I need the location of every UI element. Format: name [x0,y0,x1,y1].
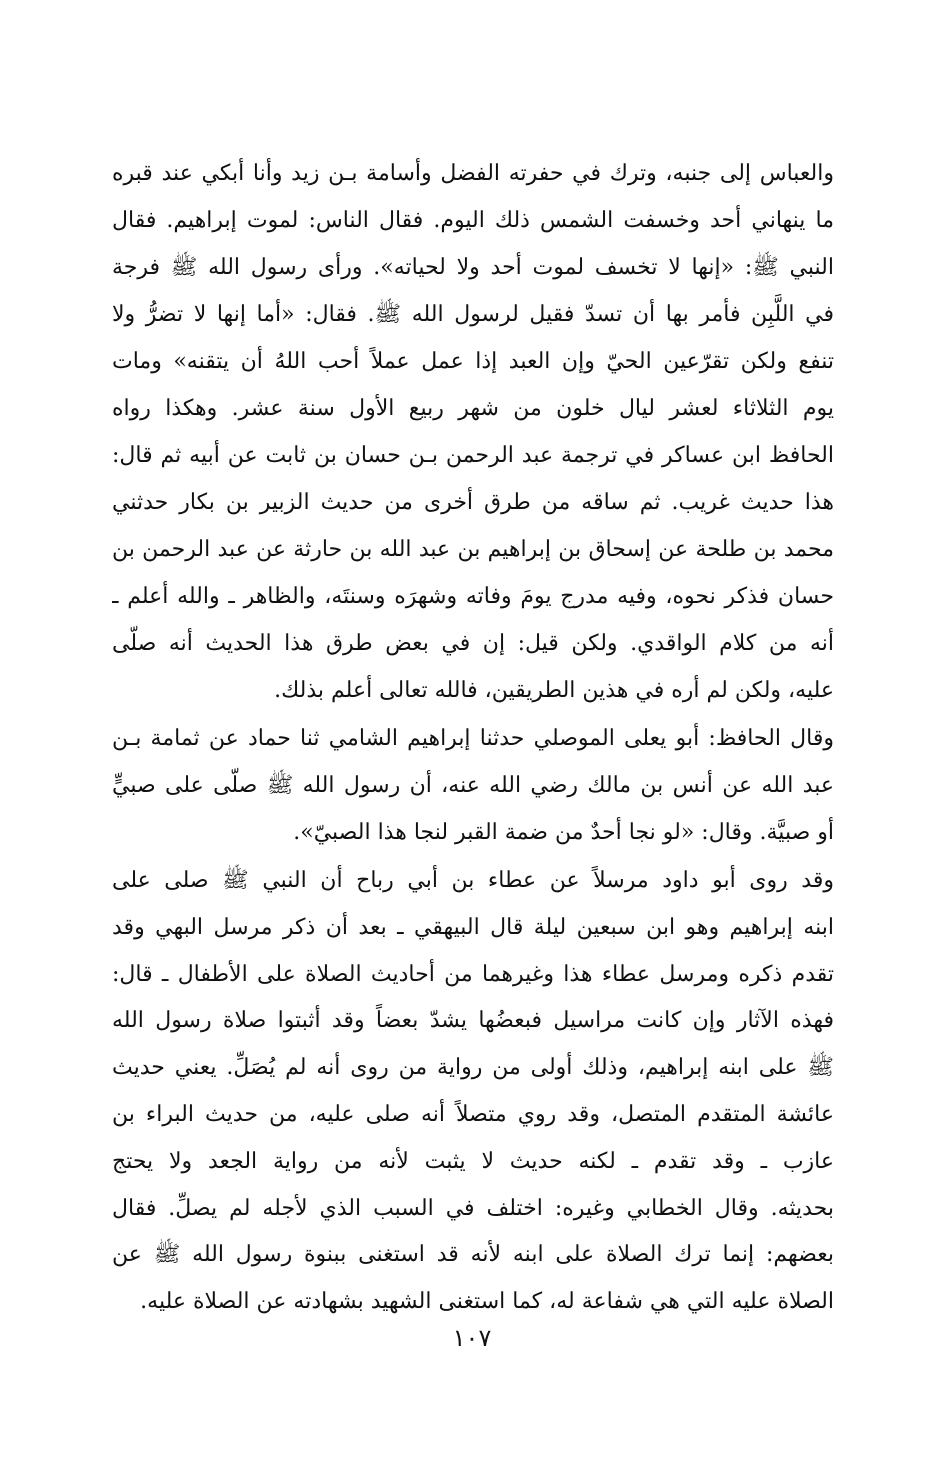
text-line: وقد روى أبو داود مرسلاً عن عطاء بن أبي رباح أن النبي ﷺ صلى على [112,868,834,893]
text-line: بحديثه. وقال الخطابي وغيره: اختلف في السبب الذي لأجله لم يصلِّ. فقال [112,1195,834,1221]
paragraph-1 [112,150,834,714]
text-line: أو صبيَّة. وقال: «لو نجا أحدٌ من ضمة القبر لنجا هذا الصبيّ». [293,819,834,845]
text-line: وقال الحافظ: أبو يعلى الموصلي حدثنا إبراهيم الشامي ثنا حماد عن ثمامة بـن [112,726,834,751]
text-line: ﷺ على ابنه إبراهيم، وذلك أولى من رواية من روى أنه لم يُصَلِّ. يعني حديث [112,1055,834,1081]
text-line: تقدم ذكره ومرسل عطاء هذا وغيرهما من أحاديث الصلاة على الأطفال ـ قال: [112,961,834,987]
text-line: ابنه إبراهيم وهو ابن سبعين ليلة قال البيهقي ـ بعد أن ذكر مرسل البهي وقد [112,914,834,940]
text-line: الصلاة عليه التي هي شفاعة له، كما استغنى الشهيد بشهادته عن الصلاة عليه. [140,1289,834,1315]
page-number: ١٠٧ [452,1324,492,1352]
text-line: حسان فذكر نحوه، وفيه مدرج يومَ وفاته وشهرَه وسنتَه، والظاهر ـ والله أعلم ـ [112,584,834,609]
text-line: الحافظ ابن عساكر في ترجمة عبد الرحمن بـن حسان بن ثابت عن أبيه ثم قال: [112,443,834,468]
text-line: فهذه الآثار وإن كانت مراسيل فبعضُها يشدّ بعضاً وقد أثبتوا صلاة رسول الله [112,1008,834,1034]
text-line: أنه من كلام الواقدي. ولكن قيل: إن في بعض طرق هذا الحديث أنه صلّى [112,631,834,656]
text-line: عبد الله عن أنس بن مالك رضي الله عنه، أن رسول الله ﷺ صلّى على صبيٍّ [112,772,834,798]
paragraph-2 [112,716,834,856]
text-line: عازب ـ وقد تقدم ـ لكنه حديث لا يثبت لأنه من رواية الجعد ولا يحتج [112,1148,834,1174]
text-line: محمد بن طلحة عن إسحاق بن إبراهيم بن عبد الله بن حارثة عن عبد الرحمن بن [112,537,834,562]
text-line: يوم الثلاثاء لعشر ليال خلون من شهر ربيع الأول سنة عشر. وهكذا رواه [112,396,834,421]
text-line: عائشة المتقدم المتصل، وقد روي متصلاً أنه صلى عليه، من حديث البراء بن [112,1101,834,1127]
text-line: ما ينهاني أحد وخسفت الشمس ذلك اليوم. فقال الناس: لموت إبراهيم. فقال [112,208,834,233]
text-line: والعباس إلى جنبه، وترك في حفرته الفضل وأسامة بـن زيد وأنا أبكي عند قبره [112,161,834,186]
text-line: في اللَّبِن فأمر بها أن تسدّ فقيل لرسول الله ﷺ. فقال: «أما إنها لا تضرُّ ولا [112,302,834,327]
text-line: تنفع ولكن تقرّعين الحيّ وإن العبد إذا عمل عملاً أحب اللهُ أن يتقنه» ومات [112,349,834,374]
text-line: النبي ﷺ: «إنها لا تخسف لموت أحد ولا لحياته». ورأى رسول الله ﷺ فرجة [112,255,834,280]
text-line: عليه، ولكن لم أره في هذين الطريقين، فالله تعالى أعلم بذلك. [274,678,834,703]
text-line: هذا حديث غريب. ثم ساقه من طرق أخرى من حديث الزبير بن بكار حدثني [112,490,834,515]
text-line: بعضهم: إنما ترك الصلاة على ابنه لأنه قد استغنى ببنوة رسول الله ﷺ عن [112,1242,834,1268]
paragraph-3 [112,858,834,1326]
